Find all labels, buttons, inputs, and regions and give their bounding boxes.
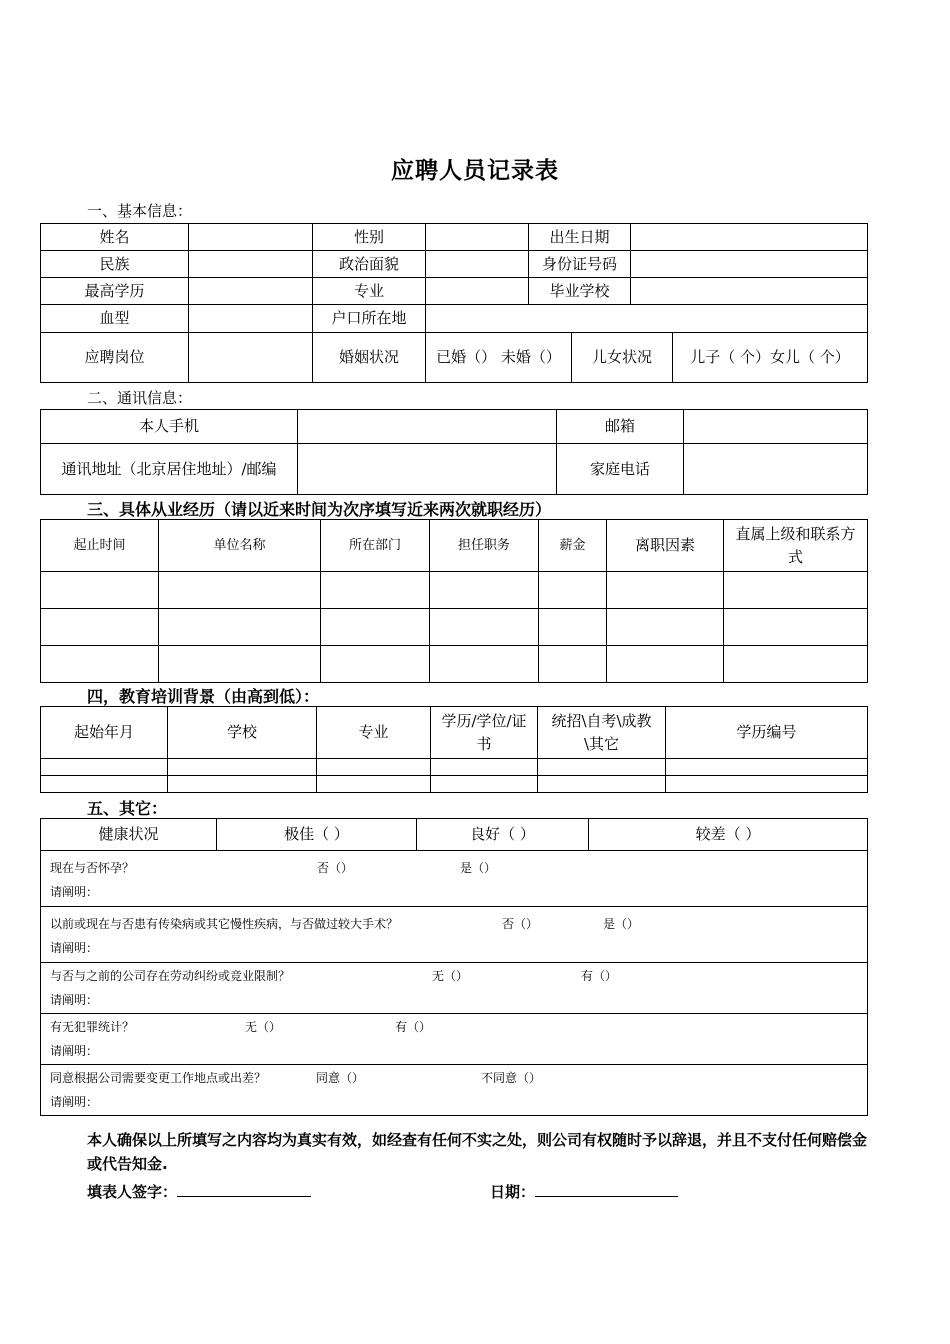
work-cell[interactable] xyxy=(539,572,607,609)
work-header: 直属上级和联系方式 xyxy=(724,520,868,572)
marital-options[interactable]: 已婚（） 未婚（） xyxy=(426,333,572,383)
edu-cell[interactable] xyxy=(431,776,538,793)
label-position: 应聘岗位 xyxy=(41,333,189,383)
section-basic-heading: 一、基本信息： xyxy=(87,202,193,220)
work-cell[interactable] xyxy=(724,572,868,609)
other-table xyxy=(40,818,868,1116)
work-cell[interactable] xyxy=(607,572,724,609)
edu-cell[interactable] xyxy=(317,759,431,776)
section-contact-heading: 二、通讯信息： xyxy=(87,389,193,407)
work-cell[interactable] xyxy=(159,609,321,646)
input-position[interactable] xyxy=(189,333,313,383)
question-text: 以前或现在与否患有传染病或其它慢性疾病，与否做过较大手术？ xyxy=(50,917,399,931)
edu-cell[interactable] xyxy=(317,776,431,793)
input-school[interactable] xyxy=(631,278,868,305)
work-cell[interactable] xyxy=(159,646,321,683)
question-text: 与否与之前的公司存在劳动纠纷或竞业限制？ xyxy=(50,969,291,983)
option-a[interactable]: 无（） xyxy=(432,969,469,983)
signature-row xyxy=(87,1180,311,1204)
edu-header: 学历/学位/证书 xyxy=(431,707,538,759)
work-header: 薪金 xyxy=(539,520,607,572)
question-block xyxy=(41,851,868,907)
input-gender[interactable] xyxy=(426,224,529,251)
signature-field[interactable] xyxy=(177,1180,311,1197)
option-b[interactable]: 有（） xyxy=(395,1020,432,1034)
work-cell[interactable] xyxy=(321,609,430,646)
question-block xyxy=(41,1065,868,1116)
work-cell[interactable] xyxy=(321,646,430,683)
edu-cell[interactable] xyxy=(538,759,666,776)
edu-cell[interactable] xyxy=(666,759,868,776)
label-id-number: 身份证号码 xyxy=(529,251,631,278)
edu-cell[interactable] xyxy=(168,759,317,776)
explain-label: 请阐明： xyxy=(50,993,99,1007)
input-email[interactable] xyxy=(684,410,868,444)
edu-cell[interactable] xyxy=(431,759,538,776)
input-mobile[interactable] xyxy=(298,410,557,444)
input-address[interactable] xyxy=(298,444,557,495)
label-health: 健康状况 xyxy=(41,819,217,851)
edu-cell[interactable] xyxy=(168,776,317,793)
edu-cell[interactable] xyxy=(41,759,168,776)
label-home-phone: 家庭电话 xyxy=(557,444,684,495)
option-a[interactable]: 无（） xyxy=(245,1020,282,1034)
page-title: 应聘人员记录表 xyxy=(391,158,559,184)
input-ethnicity[interactable] xyxy=(189,251,313,278)
work-cell[interactable] xyxy=(430,609,539,646)
question-text: 同意根据公司需要变更工作地点或出差？ xyxy=(50,1071,267,1085)
section-other-heading: 五、其它： xyxy=(87,799,168,818)
label-gender: 性别 xyxy=(313,224,426,251)
option-a[interactable]: 否（） xyxy=(502,917,539,931)
question-block xyxy=(41,1014,868,1065)
input-id-number[interactable] xyxy=(631,251,868,278)
explain-label: 请阐明： xyxy=(50,1095,99,1109)
explain-label: 请阐明： xyxy=(50,941,99,955)
work-cell[interactable] xyxy=(41,572,159,609)
work-cell[interactable] xyxy=(430,646,539,683)
work-cell[interactable] xyxy=(724,609,868,646)
input-birth-date[interactable] xyxy=(631,224,868,251)
education-table xyxy=(40,706,868,793)
edu-header: 专业 xyxy=(317,707,431,759)
edu-header: 学校 xyxy=(168,707,317,759)
option-b[interactable]: 有（） xyxy=(581,969,618,983)
work-cell[interactable] xyxy=(607,646,724,683)
label-major: 专业 xyxy=(313,278,426,305)
label-birth-date: 出生日期 xyxy=(529,224,631,251)
work-cell[interactable] xyxy=(539,646,607,683)
explain-label: 请阐明： xyxy=(50,1044,99,1058)
edu-cell[interactable] xyxy=(666,776,868,793)
label-children: 儿女状况 xyxy=(572,333,673,383)
label-hukou: 户口所在地 xyxy=(313,305,426,333)
work-cell[interactable] xyxy=(607,609,724,646)
label-ethnicity: 民族 xyxy=(41,251,189,278)
edu-cell[interactable] xyxy=(41,776,168,793)
edu-cell[interactable] xyxy=(538,776,666,793)
question-block xyxy=(41,907,868,963)
option-b[interactable]: 不同意（） xyxy=(481,1071,542,1085)
option-a[interactable]: 同意（） xyxy=(316,1071,365,1085)
work-header: 离职因素 xyxy=(607,520,724,572)
contact-table xyxy=(40,409,868,495)
signature-label: 填表人签字： xyxy=(87,1183,178,1201)
health-poor[interactable]: 较差（ ） xyxy=(589,819,868,851)
input-major[interactable] xyxy=(426,278,529,305)
input-home-phone[interactable] xyxy=(684,444,868,495)
label-blood-type: 血型 xyxy=(41,305,189,333)
label-email: 邮箱 xyxy=(557,410,684,444)
input-hukou[interactable] xyxy=(426,305,868,333)
work-cell[interactable] xyxy=(724,646,868,683)
work-cell[interactable] xyxy=(321,572,430,609)
section-work-heading: 三、具体从业经历（请以近来时间为次序填写近来两次就职经历） xyxy=(87,500,552,519)
work-cell[interactable] xyxy=(41,609,159,646)
date-field[interactable] xyxy=(535,1180,678,1197)
option-a[interactable]: 否（） xyxy=(317,861,354,875)
edu-header: 统招\自考\成教\其它 xyxy=(538,707,666,759)
label-education: 最高学历 xyxy=(41,278,189,305)
date-label: 日期： xyxy=(490,1183,536,1201)
work-header: 所在部门 xyxy=(321,520,430,572)
question-block xyxy=(41,963,868,1014)
edu-header: 学历编号 xyxy=(666,707,868,759)
input-name[interactable] xyxy=(189,224,313,251)
work-header: 单位名称 xyxy=(159,520,321,572)
label-address: 通讯地址（北京居住地址）/邮编 xyxy=(41,444,298,495)
work-cell[interactable] xyxy=(430,572,539,609)
work-header: 担任职务 xyxy=(430,520,539,572)
label-name: 姓名 xyxy=(41,224,189,251)
option-b[interactable]: 是（） xyxy=(603,917,640,931)
work-history-table xyxy=(40,519,868,683)
input-education[interactable] xyxy=(189,278,313,305)
label-political: 政治面貌 xyxy=(313,251,426,278)
declaration-statement: 本人确保以上所填写之内容均为真实有效，如经查有任何不实之处，则公司有权随时予以辞退，并且不支付任何赔偿金或代告知金. xyxy=(87,1131,868,1173)
input-blood-type[interactable] xyxy=(189,305,313,333)
label-school: 毕业学校 xyxy=(529,278,631,305)
edu-header: 起始年月 xyxy=(41,707,168,759)
explain-label: 请阐明： xyxy=(50,885,99,899)
children-options[interactable]: 儿子（ 个）女儿（ 个） xyxy=(673,333,868,383)
health-excellent[interactable]: 极佳（ ） xyxy=(217,819,417,851)
label-marital: 婚姻状况 xyxy=(313,333,426,383)
work-header: 起止时间 xyxy=(41,520,159,572)
basic-info-table xyxy=(40,223,868,383)
work-cell[interactable] xyxy=(41,646,159,683)
label-mobile: 本人手机 xyxy=(41,410,298,444)
question-text: 有无犯罪统计？ xyxy=(50,1020,135,1034)
work-cell[interactable] xyxy=(539,609,607,646)
option-b[interactable]: 是（） xyxy=(460,861,497,875)
section-edu-heading: 四，教育培训背景（由高到低）： xyxy=(87,687,320,706)
work-cell[interactable] xyxy=(159,572,321,609)
input-political[interactable] xyxy=(426,251,529,278)
question-text: 现在与否怀孕？ xyxy=(50,861,135,875)
date-row xyxy=(490,1180,678,1204)
health-good[interactable]: 良好（ ） xyxy=(417,819,589,851)
